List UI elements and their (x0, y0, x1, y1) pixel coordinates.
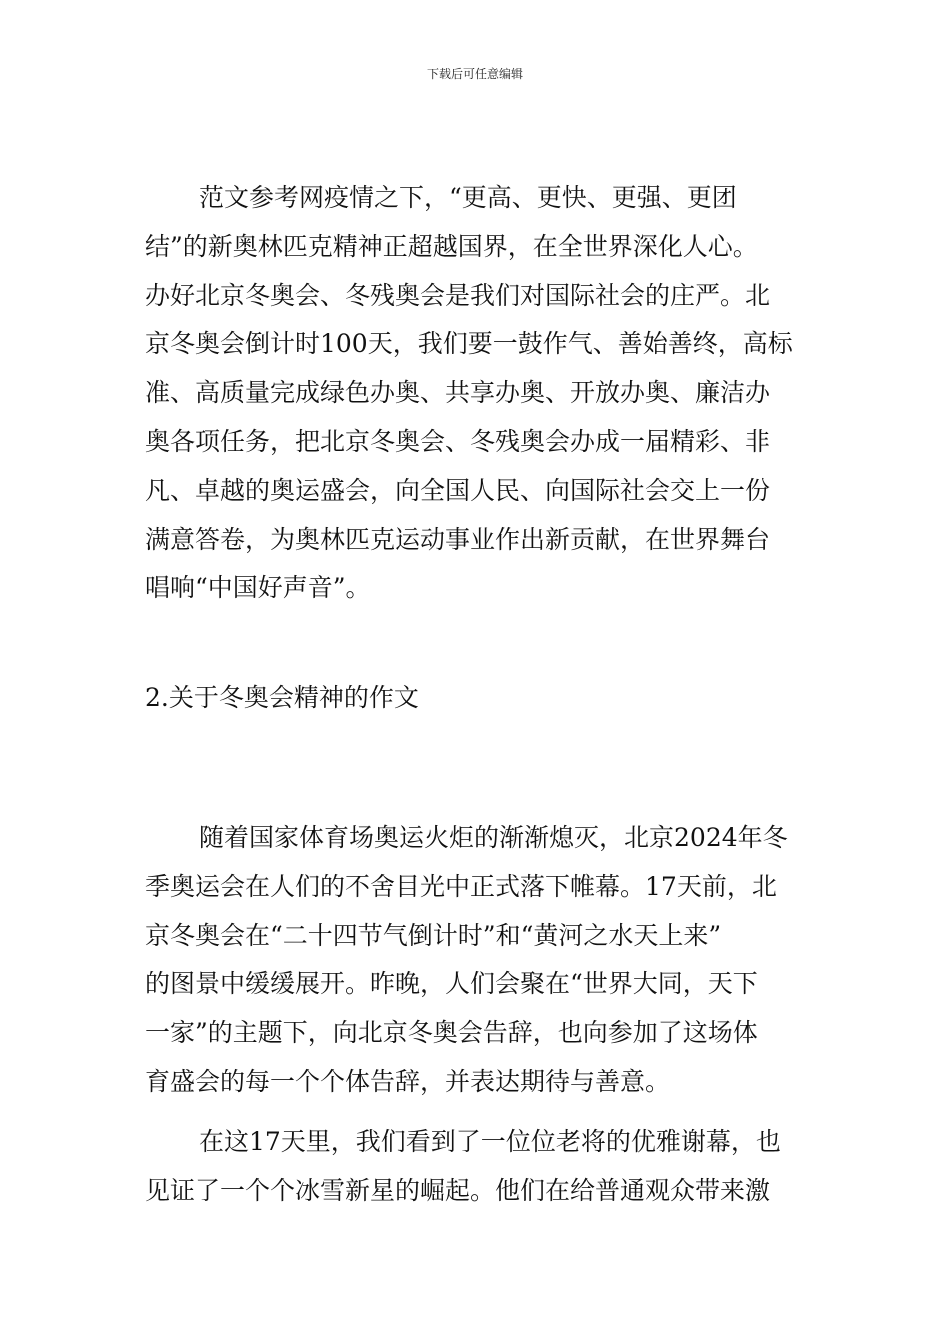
section-heading: 2.关于冬奥会精神的作文 (145, 683, 419, 712)
paragraph-2-line: 随着国家体育场奥运火炬的渐渐熄灭，北京2024年冬 (199, 823, 788, 852)
paragraph-1-line: 准、高质量完成绿色办奥、共享办奥、开放办奥、廉洁办 (145, 378, 771, 408)
paragraph-1-line: 范文参考网疫情之下，“更高、更快、更强、更团 (199, 183, 737, 212)
paragraph-1-line: 京冬奥会倒计时100天，我们要一鼓作气、善始善终，高标 (145, 329, 793, 359)
paragraph-1 (145, 174, 807, 613)
paragraph-2-line: 京冬奥会在“二十四节气倒计时”和“黄河之水天上来” (145, 920, 722, 950)
paragraph-1-line: 奥各项任务，把北京冬奥会、冬残奥会办成一届精彩、非 (145, 426, 771, 456)
paragraph-1-line: 凡、卓越的奥运盛会，向全国人民、向国际社会交上一份 (145, 475, 771, 505)
paragraph-1-line: 结”的新奥林匹克精神正超越国界，在全世界深化人心。 (145, 231, 758, 261)
paragraph-2-line: 季奥运会在人们的不舍目光中正式落下帷幕。17天前，北 (145, 871, 777, 901)
paragraph-3-line: 在这17天里，我们看到了一位位老将的优雅谢幕，也 (199, 1127, 781, 1156)
header-note: 下载后可任意编辑 (426, 67, 523, 81)
paragraph-2 (145, 814, 807, 1107)
paragraph-2-line: 育盛会的每一个个体告辞，并表达期待与善意。 (145, 1066, 671, 1096)
paragraph-2-line: 一家”的主题下，向北京冬奥会告辞，也向参加了这场体 (145, 1018, 758, 1048)
paragraph-1-line: 唱响“中国好声音”。 (145, 573, 371, 603)
paragraph-1-line: 办好北京冬奥会、冬残奥会是我们对国际社会的庄严。北 (145, 280, 771, 310)
paragraph-3-line: 见证了一个个冰雪新星的崛起。他们在给普通观众带来激 (145, 1175, 771, 1205)
paragraph-2-line: 的图景中缓缓展开。昨晚，人们会聚在“世界大同，天下 (145, 969, 758, 999)
paragraph-3 (145, 1118, 807, 1216)
paragraph-1-line: 满意答卷，为奥林匹克运动事业作出新贡献，在世界舞台 (145, 524, 771, 554)
